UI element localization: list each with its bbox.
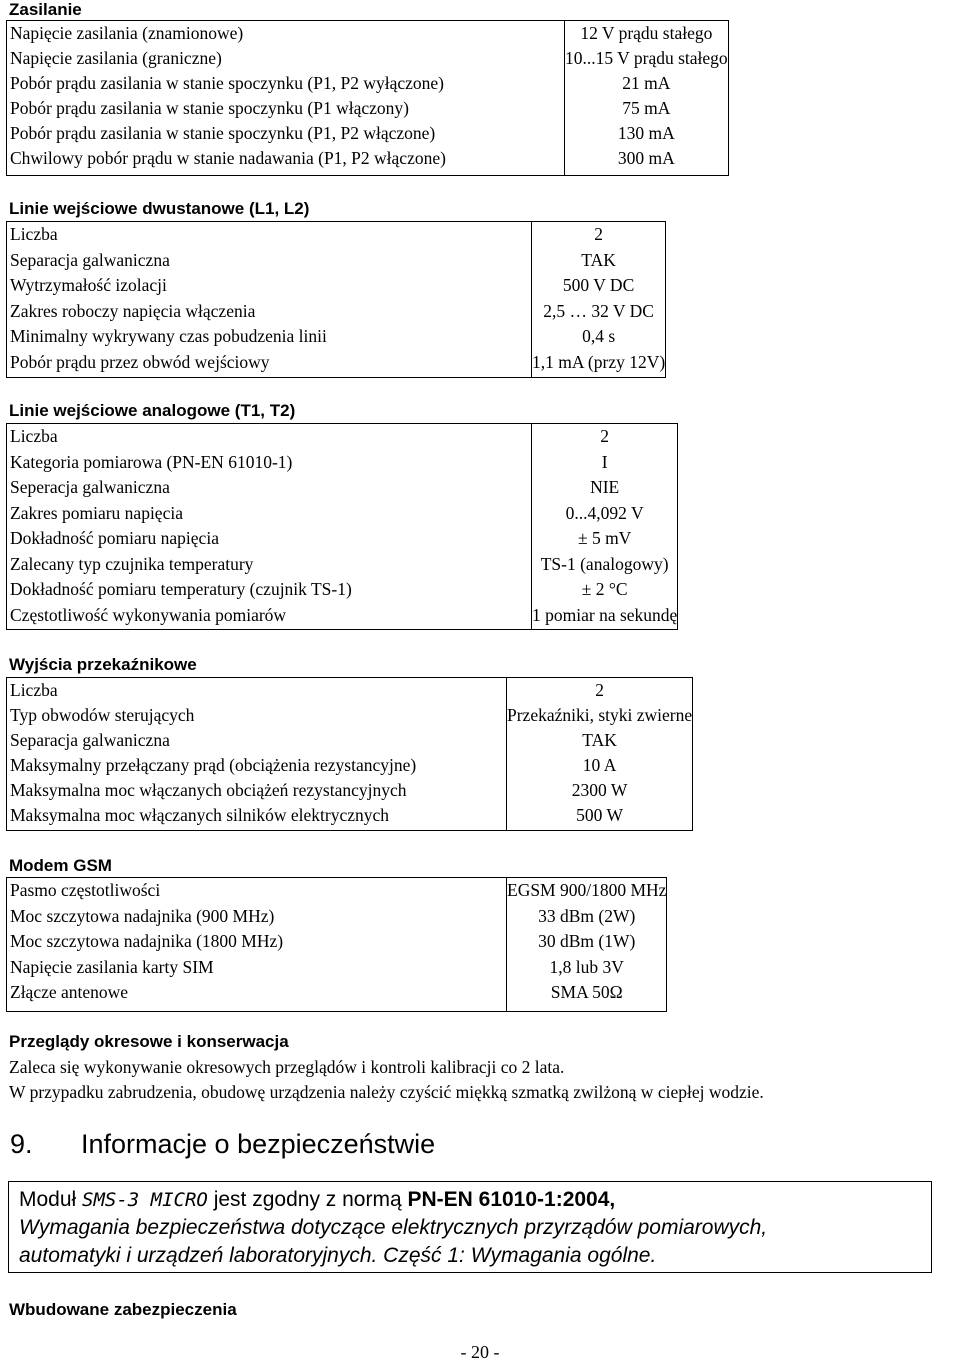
analog-labels-cell — [7, 424, 532, 630]
notice-line-3: automatyki i urządzeń laboratoryjnych. Część 1: Wymagania ogólne. — [19, 1244, 657, 1267]
table-row — [7, 678, 693, 831]
analog-values-cell — [532, 424, 678, 630]
spec-value: 1,8 lub 3V — [549, 956, 624, 977]
section-title-built-in-protection: Wbudowane zabezpieczenia — [9, 1300, 237, 1319]
spec-value: SMA 50Ω — [550, 982, 623, 1002]
product-name: SMS-3 MICRO — [82, 1189, 208, 1211]
maintenance-line: W przypadku zabrudzenia, obudowę urządzenia należy czyścić miękką szmatką zwilżoną w ciepłej wodzie. — [9, 1082, 764, 1102]
spec-value: 10 A — [582, 755, 617, 775]
notice-line-2: Wymagania bezpieczeństwa dotyczące elektrycznych przyrządów pomiarowych, — [19, 1216, 768, 1239]
spec-label: Chwilowy pobór prądu w stanie nadawania (P1, P2 włączone) — [10, 148, 446, 168]
spec-label: Napięcie zasilania (znamionowe) — [10, 23, 244, 43]
standard-name: PN-EN 61010-1:2004, — [407, 1188, 616, 1211]
maintenance-line: Zaleca się wykonywanie okresowych przeglądów i kontroli kalibracji co 2 lata. — [9, 1057, 565, 1077]
spec-label: Pasmo częstotliwości — [10, 880, 161, 900]
spec-label: Seperacja galwaniczna — [10, 477, 170, 497]
table-row — [7, 222, 666, 378]
spec-value: ± 2 °C — [581, 579, 628, 599]
notice-line-1 — [19, 1186, 931, 1214]
spec-label: Pobór prądu przez obwód wejściowy — [10, 351, 270, 372]
spec-value: NIE — [590, 477, 620, 497]
spec-value: 2 — [595, 680, 604, 700]
relay-labels-cell — [7, 678, 507, 831]
spec-label: Separacja galwaniczna — [10, 730, 170, 750]
power-table — [6, 20, 729, 176]
power-labels-cell — [7, 21, 565, 176]
spec-label: Pobór prądu zasilania w stanie spoczynku (P1, P2 włączone) — [10, 123, 436, 143]
digital-labels-cell — [7, 222, 532, 378]
spec-value: 21 mA — [622, 73, 671, 93]
section-title-relay-outputs: Wyjścia przekaźnikowe — [9, 655, 197, 674]
spec-value: 500 V DC — [562, 275, 635, 295]
spec-label: Pobór prądu zasilania w stanie spoczynku (P1, P2 wyłączone) — [10, 73, 444, 93]
spec-value: 1 pomiar na sekundę — [532, 604, 678, 625]
spec-value: TAK — [581, 249, 616, 270]
spec-label: Maksymalny przełączany prąd (obciążenia rezystancyjne) — [10, 755, 417, 775]
spec-label: Dokładność pomiaru temperatury (czujnik TS-1) — [10, 579, 352, 599]
gsm-table — [6, 877, 667, 1012]
spec-label: Moc szczytowa nadajnika (1800 MHz) — [10, 931, 284, 951]
spec-label: Liczba — [10, 224, 58, 244]
spec-value: 2,5 … 32 V DC — [543, 300, 654, 321]
spec-value: 130 mA — [617, 123, 675, 143]
spec-value: 30 dBm (1W) — [538, 931, 636, 951]
section-title-analog-inputs: Linie wejściowe analogowe (T1, T2) — [9, 401, 296, 420]
power-values-cell — [565, 21, 729, 176]
spec-label: Złącze antenowe — [10, 982, 129, 1002]
digital-inputs-table — [6, 221, 666, 378]
spec-label: Zakres roboczy napięcia włączenia — [10, 300, 256, 321]
chapter-number: 9. — [10, 1129, 33, 1159]
spec-value: 12 V prądu stałego — [580, 23, 713, 43]
spec-label: Napięcie zasilania karty SIM — [10, 956, 214, 977]
section-title-gsm: Modem GSM — [9, 856, 112, 875]
table-row — [7, 424, 678, 630]
notice-prefix: Moduł — [19, 1188, 83, 1211]
section-title-maintenance: Przeglądy okresowe i konserwacja — [9, 1032, 289, 1051]
spec-label: Minimalny wykrywany czas pobudzenia linii — [10, 326, 327, 346]
spec-label: Wytrzymałość izolacji — [10, 275, 167, 295]
section-title-power: Zasilanie — [9, 0, 82, 19]
gsm-labels-cell — [7, 878, 507, 1012]
spec-label: Liczba — [10, 680, 58, 700]
spec-label: Maksymalna moc włączanych silników elektrycznych — [10, 805, 390, 825]
table-row — [7, 21, 729, 176]
table-row — [7, 878, 667, 1012]
spec-label: Zakres pomiaru napięcia — [10, 502, 183, 523]
spec-value: 0,4 s — [582, 326, 616, 346]
maintenance-text — [9, 1055, 940, 1105]
spec-value: 33 dBm (2W) — [538, 905, 636, 926]
spec-label: Napięcie zasilania (graniczne) — [10, 48, 222, 68]
spec-value: 1,1 mA (przy 12V) — [532, 351, 666, 372]
spec-value: 0...4,092 V — [565, 502, 644, 523]
spec-label: Liczba — [10, 426, 58, 446]
spec-label: Maksymalna moc włączanych obciążeń rezystancyjnych — [10, 780, 407, 800]
relay-values-cell — [507, 678, 693, 831]
relay-outputs-table — [6, 677, 693, 831]
analog-inputs-table — [6, 423, 678, 630]
spec-value: I — [601, 451, 608, 472]
spec-label: Separacja galwaniczna — [10, 249, 170, 270]
spec-value: 300 mA — [617, 148, 675, 168]
section-title-digital-inputs: Linie wejściowe dwustanowe (L1, L2) — [9, 199, 310, 218]
spec-value: 2 — [600, 426, 610, 446]
spec-value: 500 W — [576, 805, 623, 825]
gsm-values-cell — [507, 878, 667, 1012]
spec-label: Kategoria pomiarowa (PN-EN 61010-1) — [10, 451, 293, 472]
spec-value: TS-1 (analogowy) — [540, 553, 669, 574]
spec-label: Zalecany typ czujnika temperatury — [10, 553, 254, 574]
spec-label: Częstotliwość wykonywania pomiarów — [10, 604, 287, 625]
notice-middle: jest zgodny z normą — [207, 1188, 408, 1211]
spec-value: ± 5 mV — [577, 528, 632, 548]
spec-label: Dokładność pomiaru napięcia — [10, 528, 219, 548]
spec-label: Pobór prądu zasilania w stanie spoczynku (P1 włączony) — [10, 98, 409, 118]
spec-label: Typ obwodów sterujących — [10, 705, 195, 725]
chapter-title: Informacje o bezpieczeństwie — [81, 1129, 436, 1159]
spec-value: 75 mA — [622, 98, 671, 118]
digital-values-cell — [532, 222, 666, 378]
spec-label: Moc szczytowa nadajnika (900 MHz) — [10, 905, 275, 926]
spec-value: 2300 W — [571, 780, 628, 800]
spec-value: Przekaźniki, styki zwierne — [507, 705, 693, 725]
spec-value: TAK — [582, 730, 617, 750]
spec-value: 2 — [594, 224, 603, 244]
compliance-notice — [8, 1181, 932, 1273]
spec-value: 10...15 V prądu stałego — [565, 48, 728, 68]
page-number: - 20 - — [460, 1342, 500, 1362]
chapter-heading — [10, 1128, 435, 1160]
spec-value: EGSM 900/1800 MHz — [507, 880, 667, 900]
